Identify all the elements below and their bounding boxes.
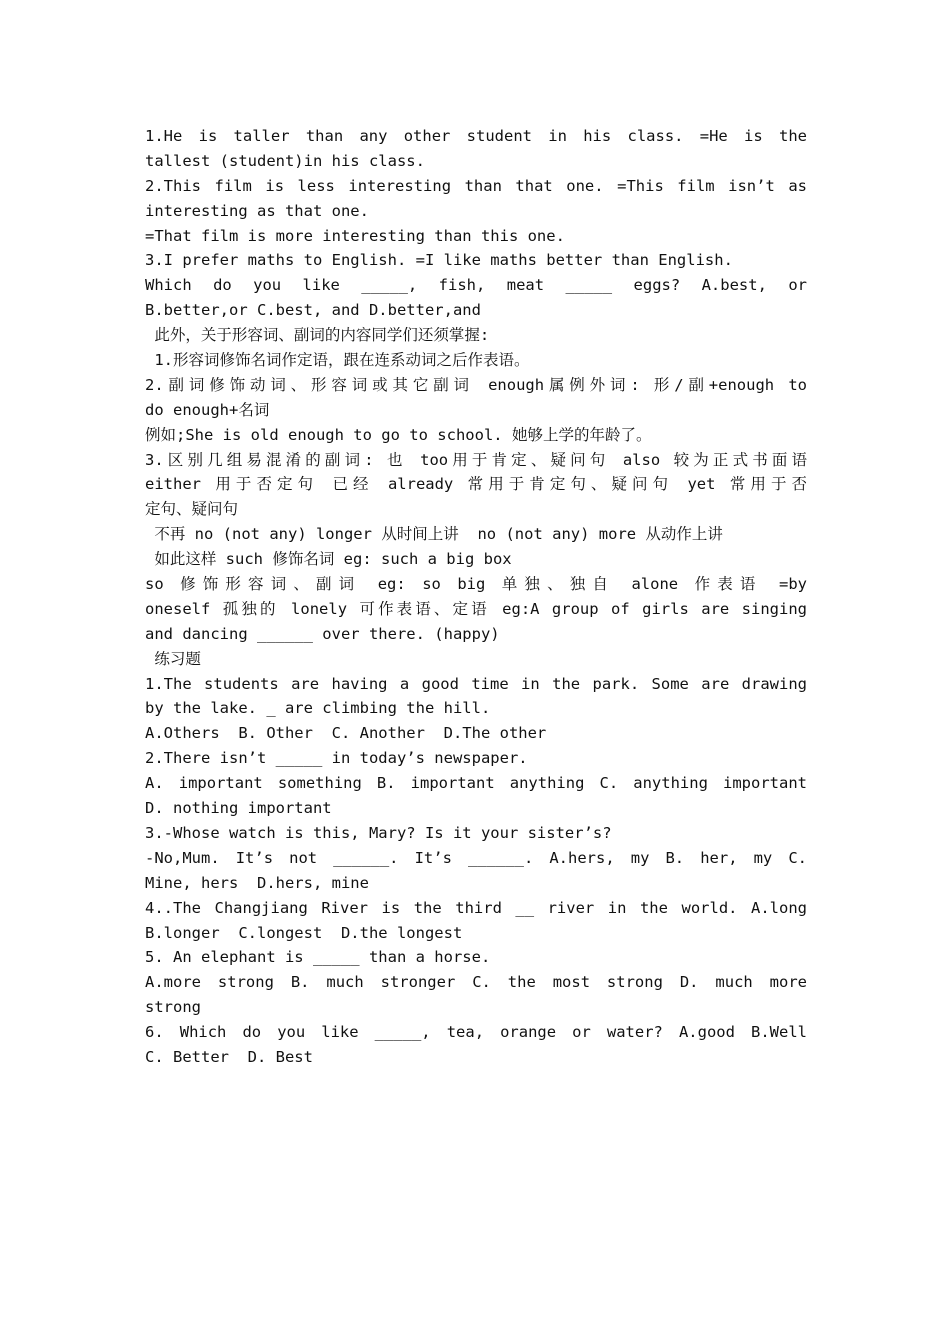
text-line: Which do you like _____, fish, meat _____ eggs? A.best, or bbox=[145, 276, 807, 295]
text-line: 4..The Changjiang River is the third __ river in the world. A.long bbox=[145, 898, 807, 917]
text-line: 定句、疑问句 bbox=[145, 500, 239, 519]
text-line: interesting as that one. bbox=[145, 201, 369, 220]
text-line: 2.There isn’t _____ in today’s newspaper. bbox=[145, 749, 528, 768]
document-body bbox=[145, 124, 807, 1070]
text-line: 如此这样 such 修饰名词 eg: such a big box bbox=[145, 550, 512, 569]
text-line: 不再 no (not any) longer 从时间上讲 no (not any) more 从动作上讲 bbox=[145, 525, 723, 544]
text-line: 3.-Whose watch is this, Mary? Is it your sister’s? bbox=[145, 823, 612, 842]
text-line: 1.He is taller than any other student in his class. =He is the bbox=[145, 127, 807, 145]
text-line: 2.This film is less interesting than that one. =This film isn’t as bbox=[145, 176, 807, 195]
text-line: do enough+名词 bbox=[145, 400, 270, 419]
text-line: 3.区别几组易混淆的副词: 也 too用于肯定、疑问句 also 较为正式书面语 bbox=[145, 450, 807, 469]
text-line: by the lake. _ are climbing the hill. bbox=[145, 699, 491, 718]
text-line: -No,Mum. It’s not ______. It’s ______. A.hers, my B. her, my C. bbox=[145, 848, 807, 867]
text-line: 此外，关于形容词、副词的内容同学们还须掌握: bbox=[145, 326, 490, 345]
text-line: 5. An elephant is _____ than a horse. bbox=[145, 948, 491, 967]
text-line: and dancing ______ over there. (happy) bbox=[145, 624, 500, 643]
text-line: 1.The students are having a good time in the park. Some are drawing bbox=[145, 674, 807, 693]
text-line: A.more strong B. much stronger C. the most strong D. much more bbox=[145, 973, 807, 992]
text-line: B.better,or C.best, and D.better,and bbox=[145, 301, 481, 320]
text-line: A.Others B. Other C. Another D.The other bbox=[145, 724, 547, 743]
text-line: 例如;She is old enough to go to school. 她够上学的年龄了。 bbox=[145, 425, 652, 444]
section-heading: 练习题 bbox=[145, 649, 201, 668]
text-line: tallest (student)in his class. bbox=[145, 151, 425, 170]
text-line: 3.I prefer maths to English. =I like maths better than English. bbox=[145, 251, 733, 270]
text-line: 1.形容词修饰名词作定语，跟在连系动词之后作表语。 bbox=[145, 351, 530, 370]
text-line: 6. Which do you like _____, tea, orange or water? A.good B.Well bbox=[145, 1023, 807, 1042]
text-line: either 用于否定句 已经 already 常用于肯定句、疑问句 yet 常用于否 bbox=[145, 475, 807, 494]
text-line: B.longer C.longest D.the longest bbox=[145, 923, 463, 942]
text-line: strong bbox=[145, 998, 201, 1017]
text-line: =That film is more interesting than this one. bbox=[145, 226, 565, 245]
text-line: C. Better D. Best bbox=[145, 1047, 313, 1066]
text-line: D. nothing important bbox=[145, 799, 332, 818]
text-line: 2.副词修饰动词、形容词或其它副词 enough属例外词: 形/副+enough to bbox=[145, 375, 807, 394]
text-line: oneself 孤独的 lonely 可作表语、定语 eg:A group of girls are singing bbox=[145, 599, 807, 618]
text-line: A. important something B. important anything C. anything important bbox=[145, 774, 807, 793]
text-line: so 修饰形容词、副词 eg: so big 单独、独自 alone 作表语 =by bbox=[145, 575, 807, 594]
text-line: Mine, hers D.hers, mine bbox=[145, 873, 369, 892]
